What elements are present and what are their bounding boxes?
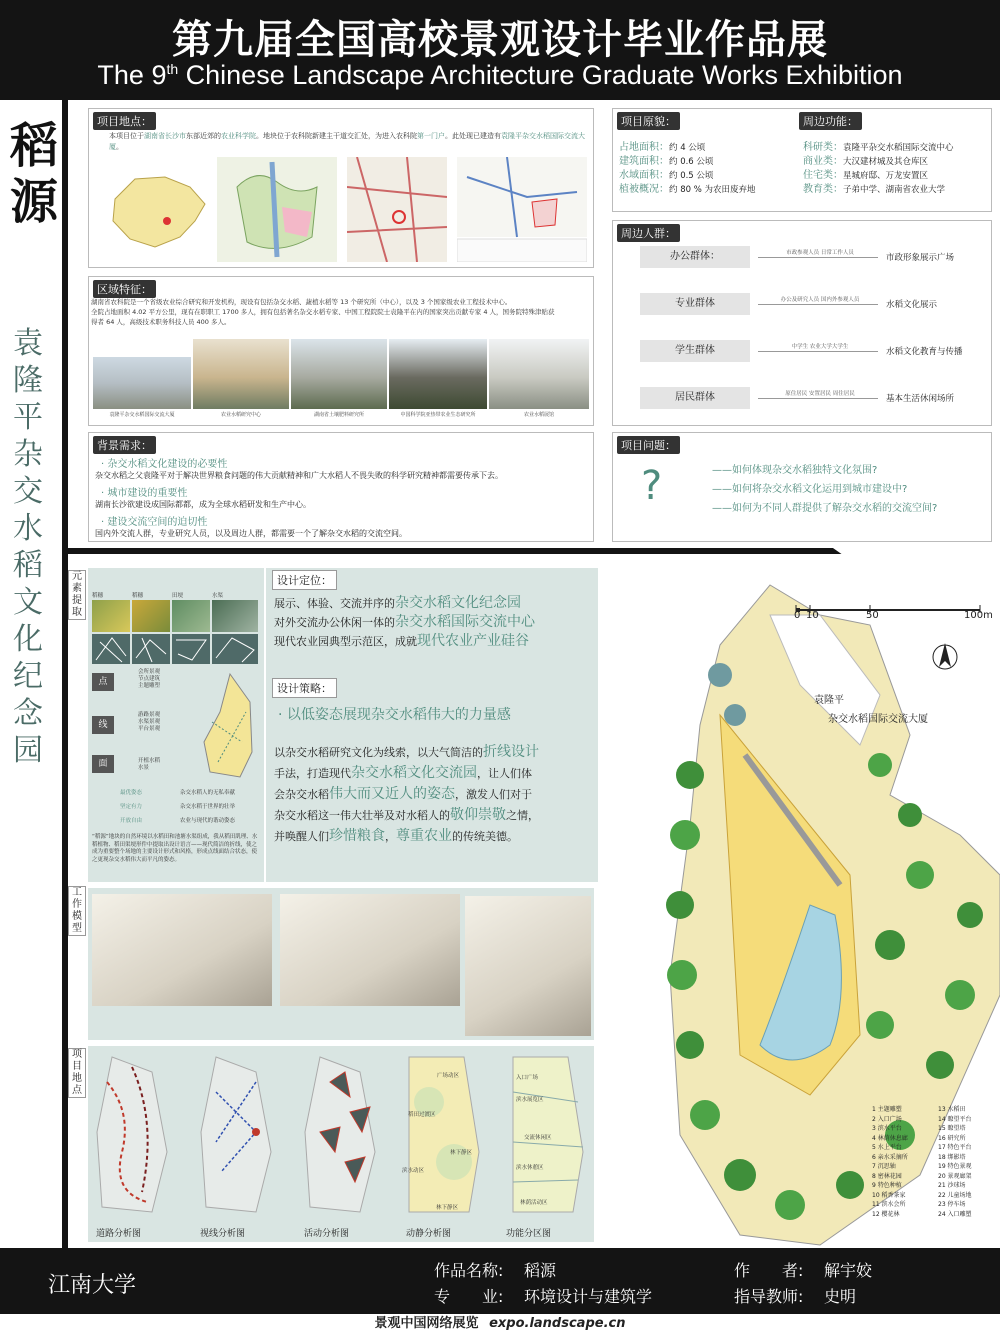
rice-photo-2 bbox=[132, 600, 170, 632]
text-a: 手法，打造现代 bbox=[274, 767, 351, 780]
static-diagram bbox=[409, 1057, 479, 1212]
region-line-3: 得者 64 人，高级技术职务科技人员 400 多人。 bbox=[91, 318, 231, 326]
background-tag: 背景需求： bbox=[93, 436, 156, 454]
legend-item: 12 樱花林 bbox=[872, 1210, 900, 1218]
crowd-arrow bbox=[758, 351, 878, 352]
photo-caption: 袁隆平杂交水稻国际交流大厦 bbox=[109, 412, 175, 418]
crowd-arrow bbox=[758, 398, 878, 399]
issue-question: ——如何将杂交水稻文化运用到城市建设中? bbox=[712, 484, 908, 495]
model-photo-1 bbox=[92, 894, 272, 1006]
title-en-suffix: Chinese Landscape Architecture Graduate Works Exhibition bbox=[178, 60, 903, 90]
location-text-c: 。地块位于农科院新建主干道交汇处，为进入农科院 bbox=[256, 132, 417, 140]
strategy-line bbox=[274, 805, 539, 826]
photo-building-4 bbox=[389, 339, 487, 409]
location-panel bbox=[88, 108, 594, 268]
text-hl: 敬仰崇敬 bbox=[450, 807, 506, 823]
legend-item: 13 水稻田 bbox=[938, 1106, 966, 1113]
issues-tag: 项目问题： bbox=[617, 436, 680, 454]
footer bbox=[0, 1248, 1000, 1314]
major-value: 环境设计与建筑学 bbox=[524, 1287, 653, 1306]
strategy-line bbox=[274, 784, 532, 805]
title-en-sup: th bbox=[166, 61, 179, 77]
element-row-a: 开放自由 bbox=[120, 818, 143, 824]
school-name: 江南大学 bbox=[48, 1273, 137, 1298]
background-panel bbox=[88, 432, 594, 542]
strategy-line bbox=[274, 763, 532, 784]
background-heading-3: · 建设交流空间的迫切性 bbox=[101, 517, 208, 528]
crowd-box: 专业群体 bbox=[640, 293, 750, 315]
background-text-3: 国内外交流人群，专业研究人员，以及周边人群，都需要一个了解杂交水稻的交流空间。 bbox=[95, 529, 407, 538]
district-map-image bbox=[347, 157, 447, 262]
functions-row bbox=[803, 169, 954, 183]
design-position-tag: 设计定位： bbox=[272, 570, 337, 590]
photo-label: 水渠 bbox=[212, 593, 224, 599]
static-label: 林下静区 bbox=[436, 1205, 459, 1211]
changsha-map-image bbox=[217, 157, 337, 262]
legend-item: 2 入口广场 bbox=[872, 1115, 902, 1123]
crowd-box: 学生群体 bbox=[640, 340, 750, 362]
text-a: 会杂交水稻 bbox=[274, 788, 329, 801]
strategy-heading: · 以低姿态展现杂交水稻伟大的力量感 bbox=[278, 707, 511, 723]
functions-key: 教育类： bbox=[803, 184, 843, 195]
static-label: 滨水动区 bbox=[402, 1168, 425, 1174]
building-label-1: 袁隆平 bbox=[814, 695, 844, 706]
legend-item: 18 绑影塔 bbox=[938, 1153, 966, 1161]
advisor-label: 指导教师: bbox=[734, 1287, 804, 1306]
location-text-e: 。 bbox=[116, 143, 123, 151]
text-hl: 伟大而又近人的姿态 bbox=[329, 786, 455, 802]
text-hl: 珍惜粮食 bbox=[329, 828, 385, 844]
function-label: 交流休闲区 bbox=[524, 1135, 552, 1141]
advisor-value: 史明 bbox=[824, 1287, 857, 1306]
analysis-tag: 项目地点 bbox=[68, 1048, 86, 1098]
crowd-box: 办公群体： bbox=[640, 246, 750, 268]
location-hl-2: 农业科学院 bbox=[221, 132, 256, 140]
text-hl: 现代农业产业硅谷 bbox=[417, 633, 529, 649]
legend-item: 21 沙球场 bbox=[938, 1182, 966, 1189]
functions-row bbox=[803, 155, 954, 169]
functions-key: 商业类： bbox=[803, 156, 843, 167]
text-c: ，让人们体 bbox=[477, 767, 532, 780]
point-label: 点 bbox=[92, 673, 114, 691]
legend-item: 11 滨水会所 bbox=[872, 1201, 906, 1208]
region-tag: 区域特征： bbox=[93, 280, 156, 298]
photo-caption: 湖南省土壤肥料研究所 bbox=[313, 412, 364, 418]
text-c: ， bbox=[385, 830, 396, 843]
scale-bar bbox=[796, 605, 980, 613]
text-hl: 杂交水稻国际交流中心 bbox=[395, 614, 535, 630]
scale-tick: 0 bbox=[794, 610, 801, 621]
text-e: 的传统美德。 bbox=[452, 830, 518, 843]
legend-item: 5 水上平台 bbox=[872, 1144, 902, 1151]
location-hl-3: 第一门户 bbox=[417, 132, 445, 140]
site-sketch bbox=[200, 672, 255, 782]
model-photo-3 bbox=[465, 896, 591, 1036]
analysis-caption: 视线分析图 bbox=[200, 1229, 246, 1239]
overview-value: 约 0.6 公顷 bbox=[669, 157, 714, 167]
line-notes: 游路景观 水渠景观 平台景观 bbox=[138, 712, 161, 732]
elements-tag: 元素提取 bbox=[68, 570, 86, 620]
functions-row bbox=[803, 141, 954, 155]
question-mark: ? bbox=[641, 463, 663, 509]
author-label: 作 者: bbox=[734, 1261, 804, 1280]
functions-value: 星城府邸、万龙安置区 bbox=[843, 171, 929, 181]
functions-value: 子弟中学、湖南省农业大学 bbox=[843, 185, 946, 195]
overview-tag: 项目原貌： bbox=[617, 112, 680, 130]
element-row-b: 杂交水稻人的无私奉献 bbox=[180, 790, 236, 796]
model-photo-2 bbox=[280, 894, 460, 1006]
crowds-tag: 周边人群： bbox=[617, 224, 680, 242]
photo-building-1 bbox=[93, 357, 191, 409]
scale-tick: 50 bbox=[866, 610, 879, 621]
photo-building-5 bbox=[489, 339, 589, 409]
crowd-result: 市政形象展示广场 bbox=[886, 253, 955, 263]
element-row-a: 坚定有力 bbox=[120, 804, 143, 810]
legend-right bbox=[938, 1105, 972, 1219]
models-tag: 工作模型 bbox=[68, 886, 86, 936]
legend-item: 22 儿童场地 bbox=[938, 1191, 972, 1199]
work-value: 稻源 bbox=[524, 1261, 557, 1280]
overview-row bbox=[619, 141, 756, 155]
legend-item: 8 密林花园 bbox=[872, 1172, 902, 1180]
crowd-sub: 市政参观人员 日常工作人员 bbox=[786, 250, 854, 256]
overview-row bbox=[619, 183, 756, 197]
function-label: 林荫活动区 bbox=[520, 1200, 548, 1206]
strategy-line bbox=[274, 826, 518, 847]
main-title-char-2: 源 bbox=[9, 174, 58, 230]
region-line-1: 湖南省农科院是一个省级农业综合研究和开发机构，现设有包括杂交水稻、蔬植水稻等 13 个研究所（中心），以及 3 个国家级农业工程技术中心。 bbox=[91, 298, 512, 306]
analysis-caption: 动静分析图 bbox=[406, 1229, 452, 1239]
issue-question: ——如何体现杂交水稻独特文化氛围? bbox=[712, 465, 878, 476]
location-hl-4: 袁隆平杂交水稻国际交流大厦 bbox=[109, 132, 585, 151]
text-a: 展示、体验、交流并序的 bbox=[274, 597, 395, 610]
scale-tick: 100m bbox=[964, 610, 993, 621]
elements-description: “稻源”地块的自然环境以水稻田和池塘水渠组成，我从稻田肌理、水稻植物、稻田渠埂形件中提取出设计语言——现代简洁的折线，使之成为重要整个场地的主要设计形式和风格，形成点线面结合状态，使之更现杂交水稻伟大而平凡的姿态。 bbox=[92, 834, 258, 863]
pattern-sketches bbox=[92, 634, 258, 664]
overview-row bbox=[619, 155, 756, 169]
region-line-2: 全院占地面积 4.02 平方公里，现有在职职工 1700 多人，拥有包括著名杂交水稻专家、中国工程院院士袁隆平在内的国家突出贡献专家 4 人，国务院特殊津贴获 bbox=[91, 308, 555, 316]
crowd-sub: 办公及研究人员 国内外参观人员 bbox=[780, 297, 860, 303]
legend-item: 14 瞭望平台 bbox=[938, 1115, 972, 1123]
canal-photo bbox=[212, 600, 258, 632]
text-a: 并唤醒人们 bbox=[274, 830, 329, 843]
activity-diagram bbox=[305, 1057, 375, 1212]
background-heading-1: · 杂交水稻文化建设的必要性 bbox=[101, 459, 228, 470]
design-position-line bbox=[274, 631, 529, 652]
main-title bbox=[6, 118, 62, 230]
legend-item: 24 入口雕塑 bbox=[938, 1210, 972, 1218]
title-cn: 第九届全国高校景观设计毕业作品展 bbox=[172, 17, 828, 63]
photo-caption: 农业水稻展馆 bbox=[523, 412, 554, 418]
region-panel bbox=[88, 276, 594, 426]
text-a: 杂交水稻这一伟大壮举及对水稻人的 bbox=[274, 809, 450, 822]
title-en bbox=[0, 60, 1000, 91]
crowd-arrow bbox=[758, 257, 878, 258]
photo-label: 稻穗 bbox=[92, 593, 104, 599]
photo-label: 田埂 bbox=[172, 593, 184, 599]
legend-item: 9 特色种植 bbox=[872, 1182, 902, 1189]
functions-value: 大汉建材城及其仓库区 bbox=[843, 157, 929, 167]
overview-key: 植被概况： bbox=[619, 184, 669, 195]
text-hl: 杂交水稻文化交流园 bbox=[351, 765, 477, 781]
functions-list bbox=[803, 141, 954, 197]
photo-label: 稻穗 bbox=[132, 593, 144, 599]
work-label: 作品名称: bbox=[434, 1261, 504, 1280]
background-text-2: 湖南长沙欲建设成国际都都，成为全球水稻研发和生产中心。 bbox=[95, 500, 311, 509]
element-row-b: 农业与现代的谐动姿态 bbox=[180, 818, 236, 824]
main-title-char-1: 稻 bbox=[9, 118, 58, 174]
functions-tag: 周边功能： bbox=[799, 112, 862, 130]
analysis-caption: 功能分区图 bbox=[506, 1229, 552, 1239]
background-text-1: 杂交水稻之父袁隆平对于解决世界粮食问题的伟大贡献精神和广大水稻人不畏失败的科学研究精神都需要传承下去。 bbox=[95, 471, 503, 480]
bottom-bar bbox=[0, 1314, 1000, 1333]
overview-value: 约 0.5 公顷 bbox=[669, 171, 714, 181]
analysis-caption: 道路分析图 bbox=[96, 1229, 142, 1239]
site-map-image bbox=[457, 157, 587, 262]
overview-list bbox=[619, 141, 756, 197]
legend-item: 16 研究所 bbox=[938, 1134, 966, 1142]
location-text-b: 东部近郊的 bbox=[186, 132, 221, 140]
sight-diagram bbox=[201, 1057, 271, 1212]
location-text-d: 。此处现已建造有 bbox=[445, 132, 501, 140]
static-label: 林下静区 bbox=[450, 1150, 473, 1156]
functions-value: 袁隆平杂交水稻国际交流中心 bbox=[843, 143, 954, 153]
legend-item: 1 主题雕塑 bbox=[872, 1106, 902, 1113]
legend-item: 3 滨水平台 bbox=[872, 1125, 902, 1132]
functions-row bbox=[803, 183, 954, 197]
location-tag: 项目地点： bbox=[93, 112, 156, 130]
location-text bbox=[109, 131, 589, 153]
crowd-result: 水稻文化展示 bbox=[886, 300, 938, 310]
location-text-a: 本项目位于 bbox=[109, 132, 144, 140]
legend-item: 19 特色景观 bbox=[938, 1163, 972, 1170]
overview-key: 水域面积： bbox=[619, 170, 669, 181]
face-label: 面 bbox=[92, 755, 114, 773]
element-row-b: 杂交水稻于世界的壮举 bbox=[180, 804, 236, 810]
static-label: 广场动区 bbox=[437, 1073, 460, 1079]
crowd-result: 基本生活休闲场所 bbox=[886, 394, 955, 404]
static-label: 稻田过渡区 bbox=[408, 1112, 436, 1118]
location-hl-1: 湖南省长沙市 bbox=[144, 132, 186, 140]
photo-building-2 bbox=[193, 339, 289, 409]
overview-key: 建筑面积： bbox=[619, 156, 669, 167]
background-heading-2: · 城市建设的重要性 bbox=[101, 488, 188, 499]
analysis-caption: 活动分析图 bbox=[304, 1229, 350, 1239]
functions-key: 科研类： bbox=[803, 142, 843, 153]
strategy-line bbox=[274, 742, 539, 763]
overview-key: 占地面积： bbox=[619, 142, 669, 153]
line-label: 线 bbox=[92, 716, 114, 734]
photo-caption: 农业水稻研究中心 bbox=[220, 412, 261, 418]
china-map-image bbox=[95, 159, 215, 259]
rice-photo-1 bbox=[92, 600, 130, 632]
photo-caption: 中国科学院亚热带农业生态研究所 bbox=[400, 412, 476, 418]
point-notes: 会所景观 节点建筑 主题雕塑 bbox=[138, 669, 161, 689]
crowd-box: 居民群体 bbox=[640, 387, 750, 409]
function-label: 滨水展览区 bbox=[516, 1097, 544, 1103]
crowd-sub: 中学生 农业大学大学生 bbox=[791, 344, 849, 350]
overview-value: 约 80 % 为农田废弃地 bbox=[669, 185, 756, 195]
design-position-line bbox=[274, 593, 521, 614]
element-row-a: 最优姿态 bbox=[120, 790, 143, 796]
function-label: 滨水休憩区 bbox=[516, 1165, 544, 1171]
sub-title-vertical: 袁隆平杂交水稻文化纪念园 bbox=[13, 326, 43, 768]
overview-row bbox=[619, 169, 756, 183]
crowd-result: 水稻文化教育与传播 bbox=[886, 347, 963, 357]
design-position-line bbox=[274, 612, 535, 633]
legend-item: 10 稻香茶家 bbox=[872, 1191, 906, 1199]
overview-panel bbox=[612, 108, 992, 212]
text-hl: 尊重农业 bbox=[396, 828, 452, 844]
field-photo bbox=[172, 600, 210, 632]
section-separator bbox=[62, 548, 1000, 554]
text-c: ，激发人们对于 bbox=[455, 788, 532, 801]
scale-tick: 10 bbox=[806, 610, 819, 621]
author-value: 解宇姣 bbox=[824, 1261, 873, 1280]
photo-building-3 bbox=[291, 339, 387, 409]
title-en-prefix: The 9 bbox=[97, 60, 167, 90]
exhibition-label: 景观中国网络展览 bbox=[374, 1316, 479, 1331]
issue-question: ——如何为不同人群提供了解杂交水稻的交流空间? bbox=[712, 503, 938, 514]
text-c: 之情， bbox=[506, 809, 539, 822]
region-text bbox=[91, 297, 591, 327]
road-diagram bbox=[97, 1057, 167, 1212]
text-a: 现代农业园典型示范区，成就 bbox=[274, 635, 417, 648]
exhibition-url[interactable]: expo.landscape.cn bbox=[489, 1316, 626, 1331]
legend-item: 23 停车场 bbox=[938, 1201, 966, 1208]
text-a: 对外交流办公休闲一体的 bbox=[274, 616, 395, 629]
legend-item: 7 沉思轴 bbox=[872, 1163, 896, 1170]
legend-item: 4 林荫休息廊 bbox=[872, 1134, 908, 1142]
building-label-2: 杂交水稻国际交流大厦 bbox=[828, 714, 928, 725]
text-hl: 杂交水稻文化纪念园 bbox=[395, 595, 521, 611]
crowd-arrow bbox=[758, 304, 878, 305]
legend-item: 20 景观廊架 bbox=[938, 1172, 972, 1180]
legend-left bbox=[872, 1105, 908, 1219]
legend-item: 17 特色平台 bbox=[938, 1144, 972, 1151]
legend-item: 6 亲水采摘所 bbox=[872, 1153, 908, 1161]
crowd-sub: 原住居民 安置居民 周住居民 bbox=[785, 391, 855, 397]
header bbox=[0, 0, 1000, 100]
major-label: 专 业: bbox=[434, 1287, 504, 1306]
face-notes: 开植水稻 水景 bbox=[138, 758, 161, 771]
design-strategy-tag: 设计策略： bbox=[272, 678, 337, 698]
functions-key: 住宅类： bbox=[803, 170, 843, 181]
north-arrow-icon bbox=[933, 643, 957, 669]
text-a: 以杂交水稻研究文化为线索，以大气简洁的 bbox=[274, 746, 483, 759]
text-hl: 折线设计 bbox=[483, 744, 539, 760]
overview-value: 约 4 公顷 bbox=[669, 143, 706, 153]
legend-item: 15 瞭望塔 bbox=[938, 1125, 966, 1132]
function-label: 入口广场 bbox=[516, 1075, 539, 1081]
